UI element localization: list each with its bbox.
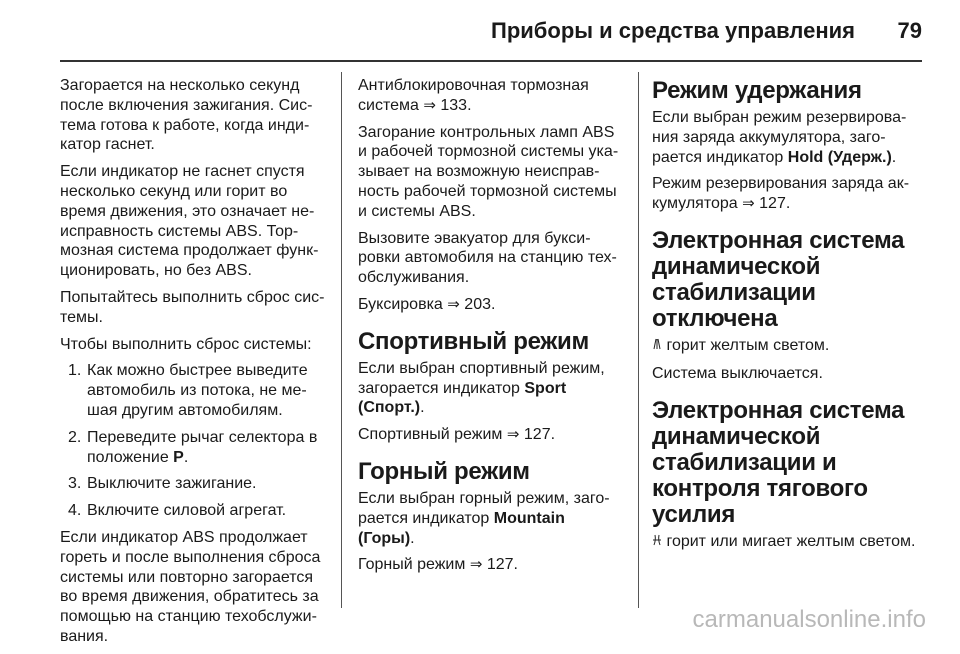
page-ref[interactable]: 127. bbox=[486, 556, 518, 574]
page-number: 79 bbox=[897, 18, 922, 43]
page-title: Приборы и средства управления bbox=[491, 18, 855, 43]
section-heading-esc-tc: Электронная система динамической стабилизации и контроля тягового усилия bbox=[652, 396, 905, 528]
step-number: 3. bbox=[68, 475, 82, 493]
body-text: . bbox=[891, 148, 897, 166]
paragraph bbox=[358, 489, 622, 548]
paragraph bbox=[358, 359, 622, 418]
paragraph bbox=[652, 336, 922, 357]
paragraph bbox=[652, 532, 922, 553]
paragraph bbox=[358, 295, 622, 315]
column-divider bbox=[341, 72, 342, 608]
indicator-label: Sport (Спорт.) bbox=[358, 379, 567, 417]
step-number: 2. bbox=[68, 428, 82, 446]
step-text: Как можно быстрее выведите автомобиль из потока, не мешая другим автомобилям. bbox=[87, 362, 308, 419]
paragraph: Чтобы выполнить сброс системы: bbox=[60, 335, 312, 353]
step-text: . bbox=[183, 448, 189, 466]
reference-arrow-icon: ⇒ bbox=[742, 195, 755, 213]
column-1 bbox=[60, 76, 328, 654]
step-bold: P bbox=[173, 448, 184, 466]
column-2 bbox=[358, 76, 622, 582]
reference-arrow-icon: ⇒ bbox=[506, 426, 520, 444]
page-header bbox=[0, 0, 960, 60]
body-text: . bbox=[410, 529, 415, 547]
section-heading-sport: Спортивный режим bbox=[358, 327, 589, 355]
paragraph bbox=[652, 174, 922, 214]
body-text: горит или мигает желтым светом. bbox=[666, 532, 916, 550]
paragraph bbox=[358, 425, 622, 445]
list-item bbox=[60, 361, 328, 420]
paragraph bbox=[652, 108, 922, 167]
ref-text: Спортивный режим bbox=[358, 426, 503, 444]
paragraph: Загорание контрольных ламп ABS и рабочей тормозной системы указывает на возможную неисправность рабочей тормозной системы и системы ABS. bbox=[358, 123, 619, 220]
body-text: Если выбран режим резервирования заряда аккумулятора, загорается индикатор bbox=[652, 109, 907, 166]
watermark: carmanualsonline.info bbox=[692, 606, 926, 633]
step-number: 4. bbox=[68, 502, 82, 520]
ref-text: Буксировка bbox=[358, 295, 443, 313]
column-3 bbox=[652, 76, 922, 559]
list-item bbox=[60, 428, 328, 468]
list-item bbox=[60, 474, 328, 494]
ref-text: Горный режим bbox=[358, 556, 466, 574]
paragraph bbox=[358, 76, 622, 116]
body-text: Если выбран спортивный режим, загорается индикатор bbox=[358, 359, 605, 397]
indicator-label: Mountain (Горы) bbox=[358, 509, 565, 547]
indicator-label: Hold (Удерж.) bbox=[787, 148, 892, 166]
body-text: Если выбран горный режим, загорается индикатор bbox=[358, 489, 610, 527]
reference-arrow-icon: ⇒ bbox=[447, 295, 460, 313]
esc-off-icon bbox=[652, 339, 662, 353]
paragraph bbox=[358, 555, 622, 575]
traction-control-icon bbox=[652, 535, 662, 549]
ref-text: Антиблокировочная тормозная система bbox=[358, 77, 589, 114]
section-heading-esc-off: Электронная система динамической стабилизации отключена bbox=[652, 226, 905, 332]
page-ref[interactable]: 203. bbox=[464, 295, 496, 313]
page-ref[interactable]: 127. bbox=[523, 426, 556, 444]
paragraph: Вызовите эвакуатор для буксировки автомобиля на станцию техобслуживания. bbox=[358, 229, 617, 287]
reference-arrow-icon: ⇒ bbox=[423, 96, 436, 114]
paragraph: Если индикатор не гаснет спустя несколько секунд или горит во время движения, это означает неисправность системы ABS. Тормозная система продолжает функционировать, но без ABS. bbox=[60, 163, 319, 280]
paragraph: Попытайтесь выполнить сброс системы. bbox=[60, 288, 325, 326]
page-ref[interactable]: 127. bbox=[759, 195, 791, 213]
step-text: Переведите рычаг селектора в положение bbox=[87, 428, 318, 466]
step-text: Включите силовой агрегат. bbox=[87, 502, 287, 520]
list-item bbox=[60, 501, 328, 521]
body-text: . bbox=[420, 399, 425, 417]
paragraph: Если индикатор ABS продолжает гореть и после выполнения сброса системы или повторно загорается во время движения, обратитесь за помощью на станцию техобслуживания. bbox=[60, 528, 321, 645]
reference-arrow-icon: ⇒ bbox=[469, 556, 483, 574]
page-ref[interactable]: 133. bbox=[440, 96, 472, 114]
paragraph: Система выключается. bbox=[652, 364, 823, 382]
section-heading-hold: Режим удержания bbox=[652, 77, 862, 104]
step-number: 1. bbox=[68, 362, 82, 380]
section-heading-mountain: Горный режим bbox=[358, 457, 530, 485]
body-text: горит желтым светом. bbox=[666, 336, 830, 354]
column-divider bbox=[638, 72, 639, 608]
step-text: Выключите зажигание. bbox=[87, 475, 257, 493]
header-rule bbox=[60, 60, 922, 62]
paragraph: Загорается на несколько секунд после включения зажигания. Система готова к работе, когда индикатор гаснет. bbox=[60, 77, 313, 154]
reset-steps-list bbox=[60, 361, 328, 521]
ref-text: Режим резервирования заряда аккумулятора bbox=[652, 175, 910, 213]
